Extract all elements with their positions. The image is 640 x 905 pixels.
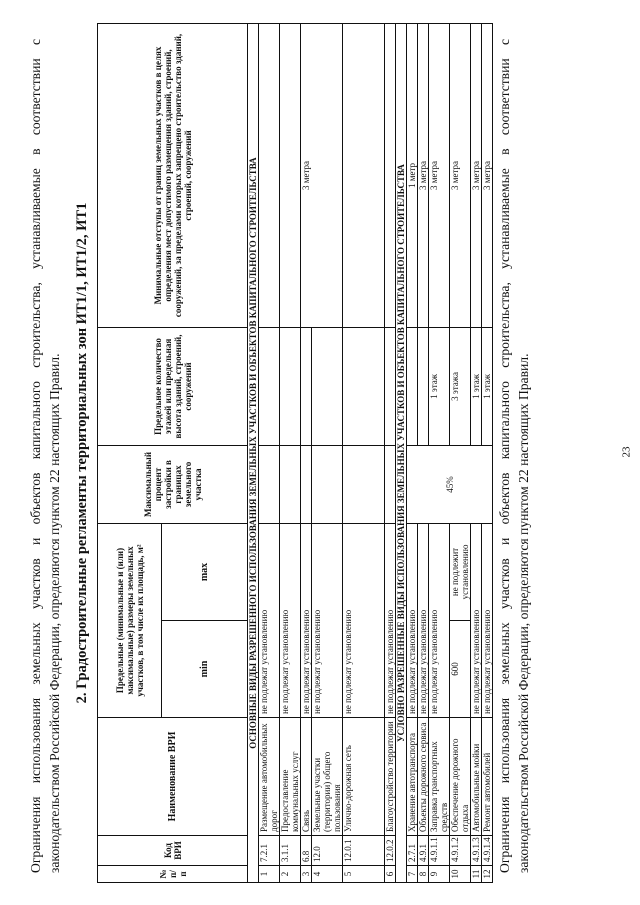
row-floors xyxy=(312,327,343,445)
row-code: 4.9.1.4 xyxy=(482,835,493,865)
row-percent xyxy=(312,445,343,523)
restrictions-paragraph-top: Ограничения использования земельных участков и объектов капитального строительства, устанавливаемые в соответствии с законодательством Российской Федерации, определяются пунктом 22 настоящих Правил. xyxy=(28,38,62,873)
table-row xyxy=(343,23,385,882)
row-code: 12.0.1 xyxy=(343,835,385,865)
row-num: 3 xyxy=(301,865,312,882)
row-size-not-set: не подлежат установлению xyxy=(280,523,301,717)
row-num: 12 xyxy=(482,865,493,882)
row-setback-main: 3 метра xyxy=(301,23,343,327)
row-floors xyxy=(259,327,280,445)
row-code: 2.7.1 xyxy=(407,835,418,865)
row-setback: 3 метра xyxy=(429,23,450,327)
row-floors: 1 этаж xyxy=(471,327,482,445)
row-name: Автомобильные мойки xyxy=(471,717,482,835)
table-row xyxy=(259,23,280,882)
row-code: 4.9.1.2 xyxy=(450,835,471,865)
row-setback: 3 метра xyxy=(450,23,471,327)
header-setback: Минимальные отступы от границ земельных участков в целях определения мест допустимого размещения зданий, строений, сооружений, за пределами которых запрещено строительство зданий, строений, сооружений xyxy=(98,23,248,327)
row-name: Размещение автомобильных дорог xyxy=(259,717,280,835)
table-row xyxy=(385,23,396,882)
row-name: Улично-дорожная сеть xyxy=(343,717,385,835)
row-floors xyxy=(407,327,418,445)
row-setback: 3 метра xyxy=(471,23,482,327)
row-code: 12.0 xyxy=(312,835,343,865)
row-name: Объекты дорожного сервиса xyxy=(418,717,429,835)
row-floors xyxy=(385,327,396,445)
row-num: 4 xyxy=(312,865,343,882)
row-percent xyxy=(343,445,385,523)
row-code: 4.9.1 xyxy=(418,835,429,865)
section-main-label: ОСНОВНЫЕ ВИДЫ РАЗРЕШЕННОГО ИСПОЛЬЗОВАНИЯ ЗЕМЕЛЬНЫХ УЧАСТКОВ И ОБЪЕКТОВ КАПИТАЛЬНОГО СТРОИТЕЛЬСТВА xyxy=(248,23,259,882)
row-code: 7.2.1 xyxy=(259,835,280,865)
row-num: 7 xyxy=(407,865,418,882)
row-percent-conditional: 45% xyxy=(407,445,493,523)
row-size-not-set: не подлежат установлению xyxy=(482,523,493,717)
table-row xyxy=(407,23,418,882)
row-num: 2 xyxy=(280,865,301,882)
row-floors: 1 этаж xyxy=(429,327,450,445)
row-setback xyxy=(259,23,280,327)
row-num: 9 xyxy=(429,865,450,882)
row-size-not-set: не подлежат установлению xyxy=(259,523,280,717)
row-floors xyxy=(343,327,385,445)
table-row xyxy=(280,23,301,882)
row-name: Заправка транспортных средств xyxy=(429,717,450,835)
row-floors: 3 этажа xyxy=(450,327,471,445)
row-num: 11 xyxy=(471,865,482,882)
header-floors: Предельное количество этажей или предельная высота зданий, строений, сооружений xyxy=(98,327,248,445)
row-size-not-set: не подлежат установлению xyxy=(343,523,385,717)
section-row-conditional xyxy=(396,23,407,882)
header-name: Наименование ВРИ xyxy=(98,717,248,835)
row-floors xyxy=(301,327,312,445)
row-num: 5 xyxy=(343,865,385,882)
row-percent xyxy=(385,445,396,523)
page-number: 23 xyxy=(620,446,633,458)
header-max: max xyxy=(162,523,248,620)
row-code: 6.8 xyxy=(301,835,312,865)
row-setback xyxy=(385,23,396,327)
row-percent xyxy=(301,445,312,523)
row-name: Связь xyxy=(301,717,312,835)
row-size-not-set: не подлежат установлению xyxy=(312,523,343,717)
row-name: Обеспечение дорожного отдыха xyxy=(450,717,471,835)
row-size-not-set: не подлежат установлению xyxy=(418,523,429,717)
header-percent: Максимальный процент застройки в границах земельного участка xyxy=(98,445,248,523)
row-percent xyxy=(259,445,280,523)
restrictions-paragraph-bottom: Ограничения использования земельных участков и объектов капитального строительства, устанавливаемые в соответствии с законодательством Российской Федерации, определяются пунктом 22 настоящих Правил. xyxy=(497,38,531,873)
row-num: 10 xyxy=(450,865,471,882)
row-name: Благоустройство территории xyxy=(385,717,396,835)
section-conditional-label: УСЛОВНО РАЗРЕШЕННЫЕ ВИДЫ ИСПОЛЬЗОВАНИЯ ЗЕМЕЛЬНЫХ УЧАСТКОВ И ОБЪЕКТОВ КАПИТАЛЬНОГО СТРОИТЕЛЬСТВА xyxy=(396,23,407,882)
row-size-not-set: не подлежат установлению xyxy=(301,523,312,717)
row-size-not-set: не подлежат установлению xyxy=(471,523,482,717)
row-name: Хранение автотранспорта xyxy=(407,717,418,835)
row-floors xyxy=(280,327,301,445)
row-code: 4.9.1.1 xyxy=(429,835,450,865)
row-size-not-set: не подлежат установлению xyxy=(407,523,418,717)
row-num: 6 xyxy=(385,865,396,882)
row-floors xyxy=(418,327,429,445)
header-min: min xyxy=(162,620,248,717)
row-num: 1 xyxy=(259,865,280,882)
section-title: 2. Градостроительные регламенты территориальных зон ИТ1/1, ИТ1/2, ИТ1 xyxy=(74,202,90,703)
row-max: не подлежит установлению xyxy=(450,523,471,620)
row-num: 8 xyxy=(418,865,429,882)
row-setback: 3 метра xyxy=(418,23,429,327)
row-code: 12.0.2 xyxy=(385,835,396,865)
row-setback xyxy=(343,23,385,327)
row-name: Предоставление коммунальных услуг xyxy=(280,717,301,835)
header-num: № п/п xyxy=(98,865,248,882)
section-row-main xyxy=(248,23,259,882)
row-floors: 1 этаж xyxy=(482,327,493,445)
row-percent xyxy=(280,445,301,523)
table-row xyxy=(301,23,312,882)
row-size-not-set: не подлежат установлению xyxy=(429,523,450,717)
header-code: Код ВРИ xyxy=(98,835,248,865)
row-name: Ремонт автомобилей xyxy=(482,717,493,835)
row-min: 600 xyxy=(450,620,471,717)
regulations-table xyxy=(97,23,493,883)
row-code: 3.1.1 xyxy=(280,835,301,865)
row-code: 4.9.1.3 xyxy=(471,835,482,865)
row-name: Земельные участки (территории) общего пользования xyxy=(312,717,343,835)
rotated-page-content xyxy=(22,23,618,883)
header-size-group: Предельные (минимальные и (или) максимальные) размеры земельных участков, в том числе их площадь, м² xyxy=(98,523,162,717)
table-header-row xyxy=(98,23,162,882)
row-setback xyxy=(280,23,301,327)
row-setback: 1 метр xyxy=(407,23,418,327)
row-setback: 3 метра xyxy=(482,23,493,327)
row-size-not-set: не подлежат установлению xyxy=(385,523,396,717)
